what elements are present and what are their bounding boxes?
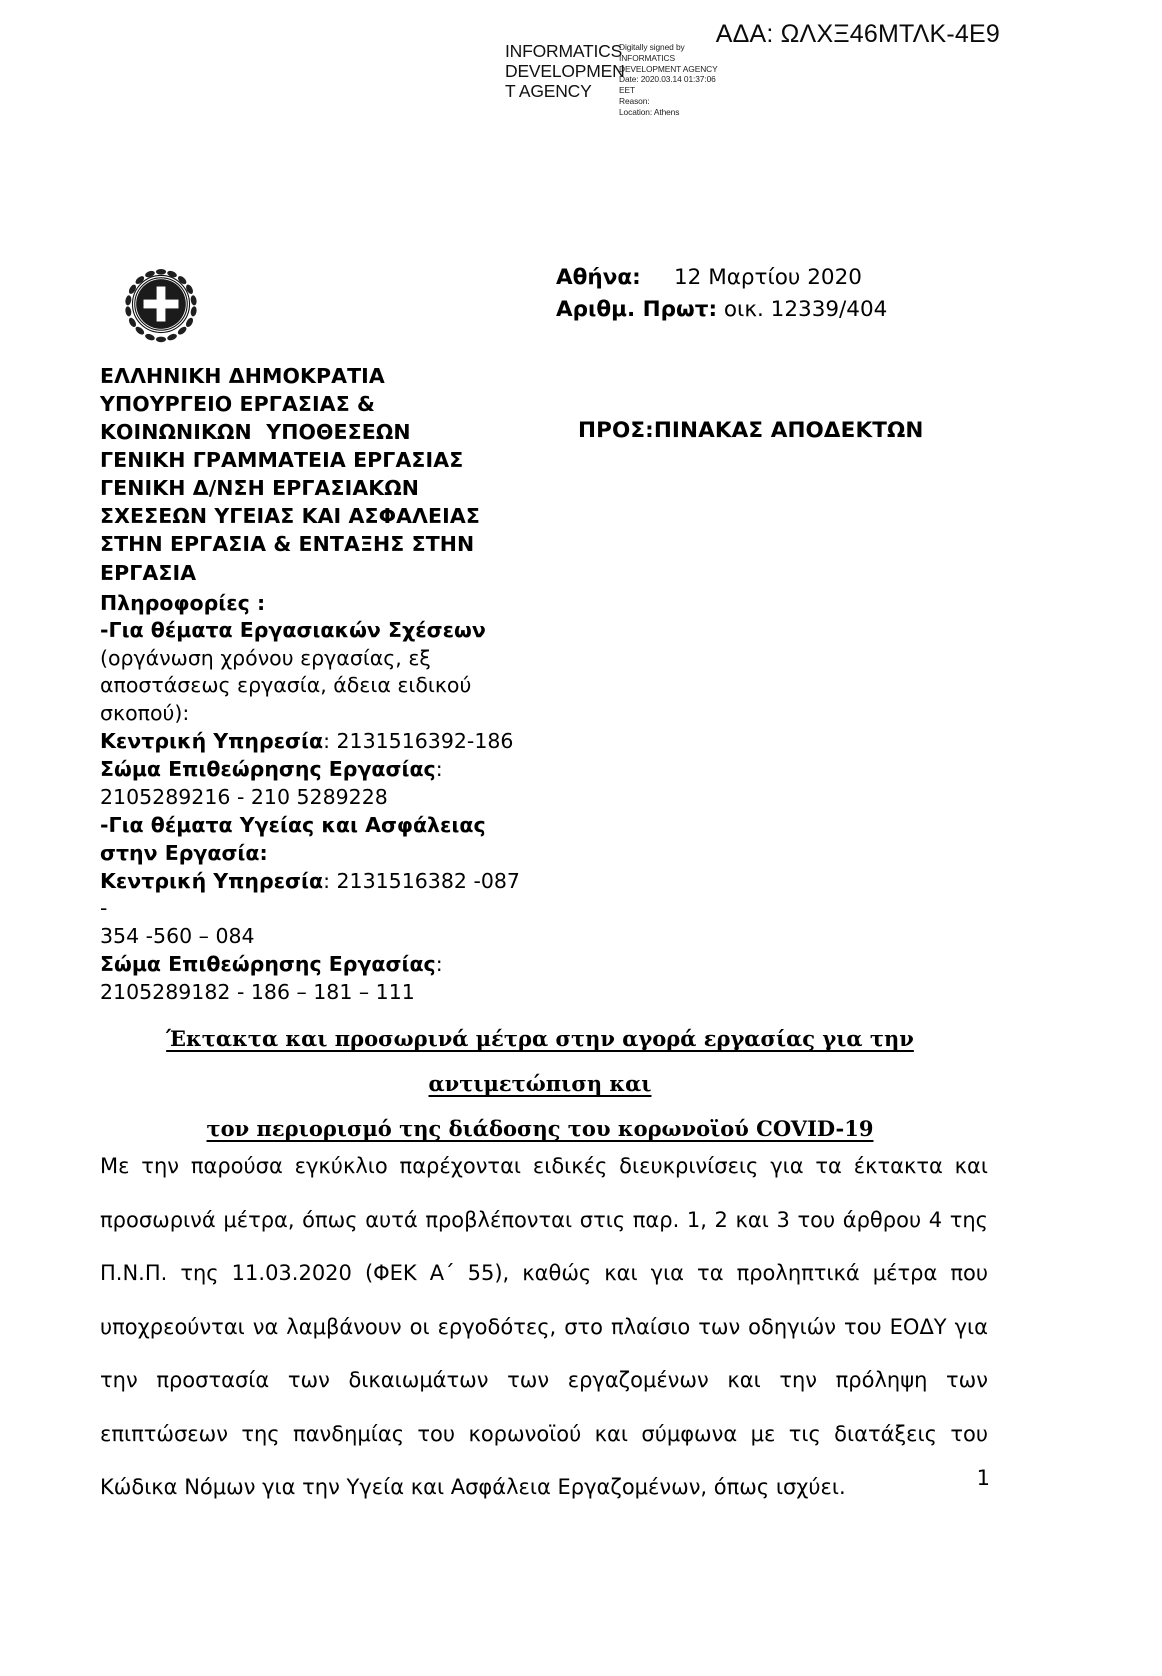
labour-relations-note: (οργάνωση χρόνου εργασίας, εξ xyxy=(100,645,431,670)
labour-relations-heading: -Για θέματα Εργασιακών Σχέσεων xyxy=(100,617,486,642)
issuer-contact-block xyxy=(100,362,520,1007)
signature-detail-line: DEVELOPMENT AGENCY xyxy=(619,63,718,74)
inspectorate-phone-2: 2105289182 - 186 – 181 – 111 xyxy=(100,980,415,1005)
signature-detail-line: EET xyxy=(619,85,635,95)
signature-agency-name: INFORMATICS DEVELOPMEN T AGENCY xyxy=(505,41,625,101)
health-safety-heading: -Για θέματα Υγείας και Ασφάλειας xyxy=(100,812,486,837)
central-service-value: : 2131516392-186 xyxy=(323,729,514,754)
signature-detail-line: Reason: xyxy=(619,95,650,106)
subject-line-2-text: τον περιορισμό της διάδοσης του κορωνοϊού COVID-19 xyxy=(206,1116,874,1142)
labour-relations-note: σκοπού): xyxy=(100,701,190,726)
central-service-phone-1 xyxy=(100,728,520,756)
inspectorate-label: Σώμα Επιθεώρησης Εργασίας xyxy=(100,952,436,977)
signature-detail-line: Location: Athens xyxy=(619,106,680,117)
central-service-phone-2-cont: 354 -560 – 084 xyxy=(100,924,255,949)
org-line: ΕΛΛΗΝΙΚΗ ΔΗΜΟΚΡΑΤΙΑ xyxy=(100,364,385,388)
inspectorate-label-1 xyxy=(100,756,520,784)
ada-code: ΑΔΑ: ΩΛΧΞ46ΜΤΛΚ-4Ε9 xyxy=(715,20,1000,48)
org-line: ΕΡΓΑΣΙΑ xyxy=(100,560,197,585)
central-service-label: Κεντρική Υπηρεσία xyxy=(100,868,324,893)
body-paragraph: Με την παρούσα εγκύκλιο παρέχονται ειδικές διευκρινίσεις για τα έκτακτα και προσωρινά μέτρα, όπως αυτά προβλέπονται στις παρ. 1, 2 και 3 του άρθρου 4 της Π.Ν.Π. της 11.03.2020 (ΦΕΚ Α΄ 55), καθώς και για τα προληπτικά μέτρα που υποχρεούνται να λαμβάνουν οι εργοδότες, στο πλαίσιο των οδηγιών του ΕΟΔΥ για την προστασία των δικαιωμάτων των εργαζομένων και την πρόληψη των επιπτώσεων της πανδημίας του κορωνοϊού και σύμφωνα με τις διατάξεις του Κώδικα Νόμων για την Υγεία και Ασφάλεια Εργαζομένων, όπως ισχύει. xyxy=(100,1154,988,1500)
greek-coat-of-arms-icon xyxy=(115,258,207,350)
protocol-row xyxy=(556,294,887,326)
subject-line-1-text: Έκτακτα και προσωρινά μέτρα στην αγορά εργασίας για την αντιμετώπιση και xyxy=(166,1026,914,1097)
inspectorate-label-2 xyxy=(100,951,520,979)
inspectorate-phone-1: 2105289216 - 210 5289228 xyxy=(100,784,388,809)
central-service-value: : 2131516382 -087 - xyxy=(100,868,520,921)
signature-detail-line: Digitally signed by xyxy=(619,42,685,52)
org-line: ΥΠΟΥΡΓΕΙΟ ΕΡΓΑΣΙΑΣ & xyxy=(100,392,376,417)
info-heading: Πληροφορίες : xyxy=(100,590,266,615)
central-service-phone-2 xyxy=(100,868,520,924)
labour-relations-note: αποστάσεως εργασία, άδεια ειδικού xyxy=(100,673,472,698)
protocol-label: Αριθμ. Πρωτ: xyxy=(556,297,718,323)
page-number: 1 xyxy=(976,1466,990,1490)
org-line: ΣΤΗΝ ΕΡΓΑΣΙΑ & ΕΝΤΑΞΗΣ ΣΤΗΝ xyxy=(100,532,475,557)
inspectorate-colon: : xyxy=(435,757,443,782)
document-meta xyxy=(556,262,887,327)
date-row xyxy=(556,262,887,294)
signature-detail-line: Date: 2020.03.14 01:37:06 xyxy=(619,74,716,85)
signature-details xyxy=(619,42,779,117)
signature-detail-line: INFORMATICS xyxy=(619,52,675,63)
recipients-line: ΠΡΟΣ:ΠΙΝΑΚΑΣ ΑΠΟΔΕΚΤΩΝ xyxy=(578,418,924,443)
central-service-label: Κεντρική Υπηρεσία xyxy=(100,729,324,754)
protocol-value: οικ. 12339/404 xyxy=(723,297,888,323)
inspectorate-colon: : xyxy=(435,952,443,977)
document-subject xyxy=(100,1016,980,1151)
org-line: ΓΕΝΙΚΗ Δ/ΝΣΗ ΕΡΓΑΣΙΑΚΩΝ xyxy=(100,476,420,501)
org-line: ΣΧΕΣΕΩΝ ΥΓΕΙΑΣ ΚΑΙ ΑΣΦΑΛΕΙΑΣ xyxy=(100,504,480,529)
digital-signature-stamp xyxy=(505,42,779,117)
city-label: Αθήνα: xyxy=(556,265,641,290)
subject-line-1 xyxy=(100,1016,980,1106)
org-line: ΚΟΙΝΩΝΙΚΩΝ ΥΠΟΘΕΣΕΩΝ xyxy=(100,420,411,445)
org-line: ΓΕΝΙΚΗ ΓΡΑΜΜΑΤΕΙΑ ΕΡΓΑΣΙΑΣ xyxy=(100,448,464,473)
inspectorate-label: Σώμα Επιθεώρησης Εργασίας xyxy=(100,757,436,782)
date-value: 12 Μαρτίου 2020 xyxy=(674,265,862,290)
health-safety-heading: στην Εργασία: xyxy=(100,840,268,865)
